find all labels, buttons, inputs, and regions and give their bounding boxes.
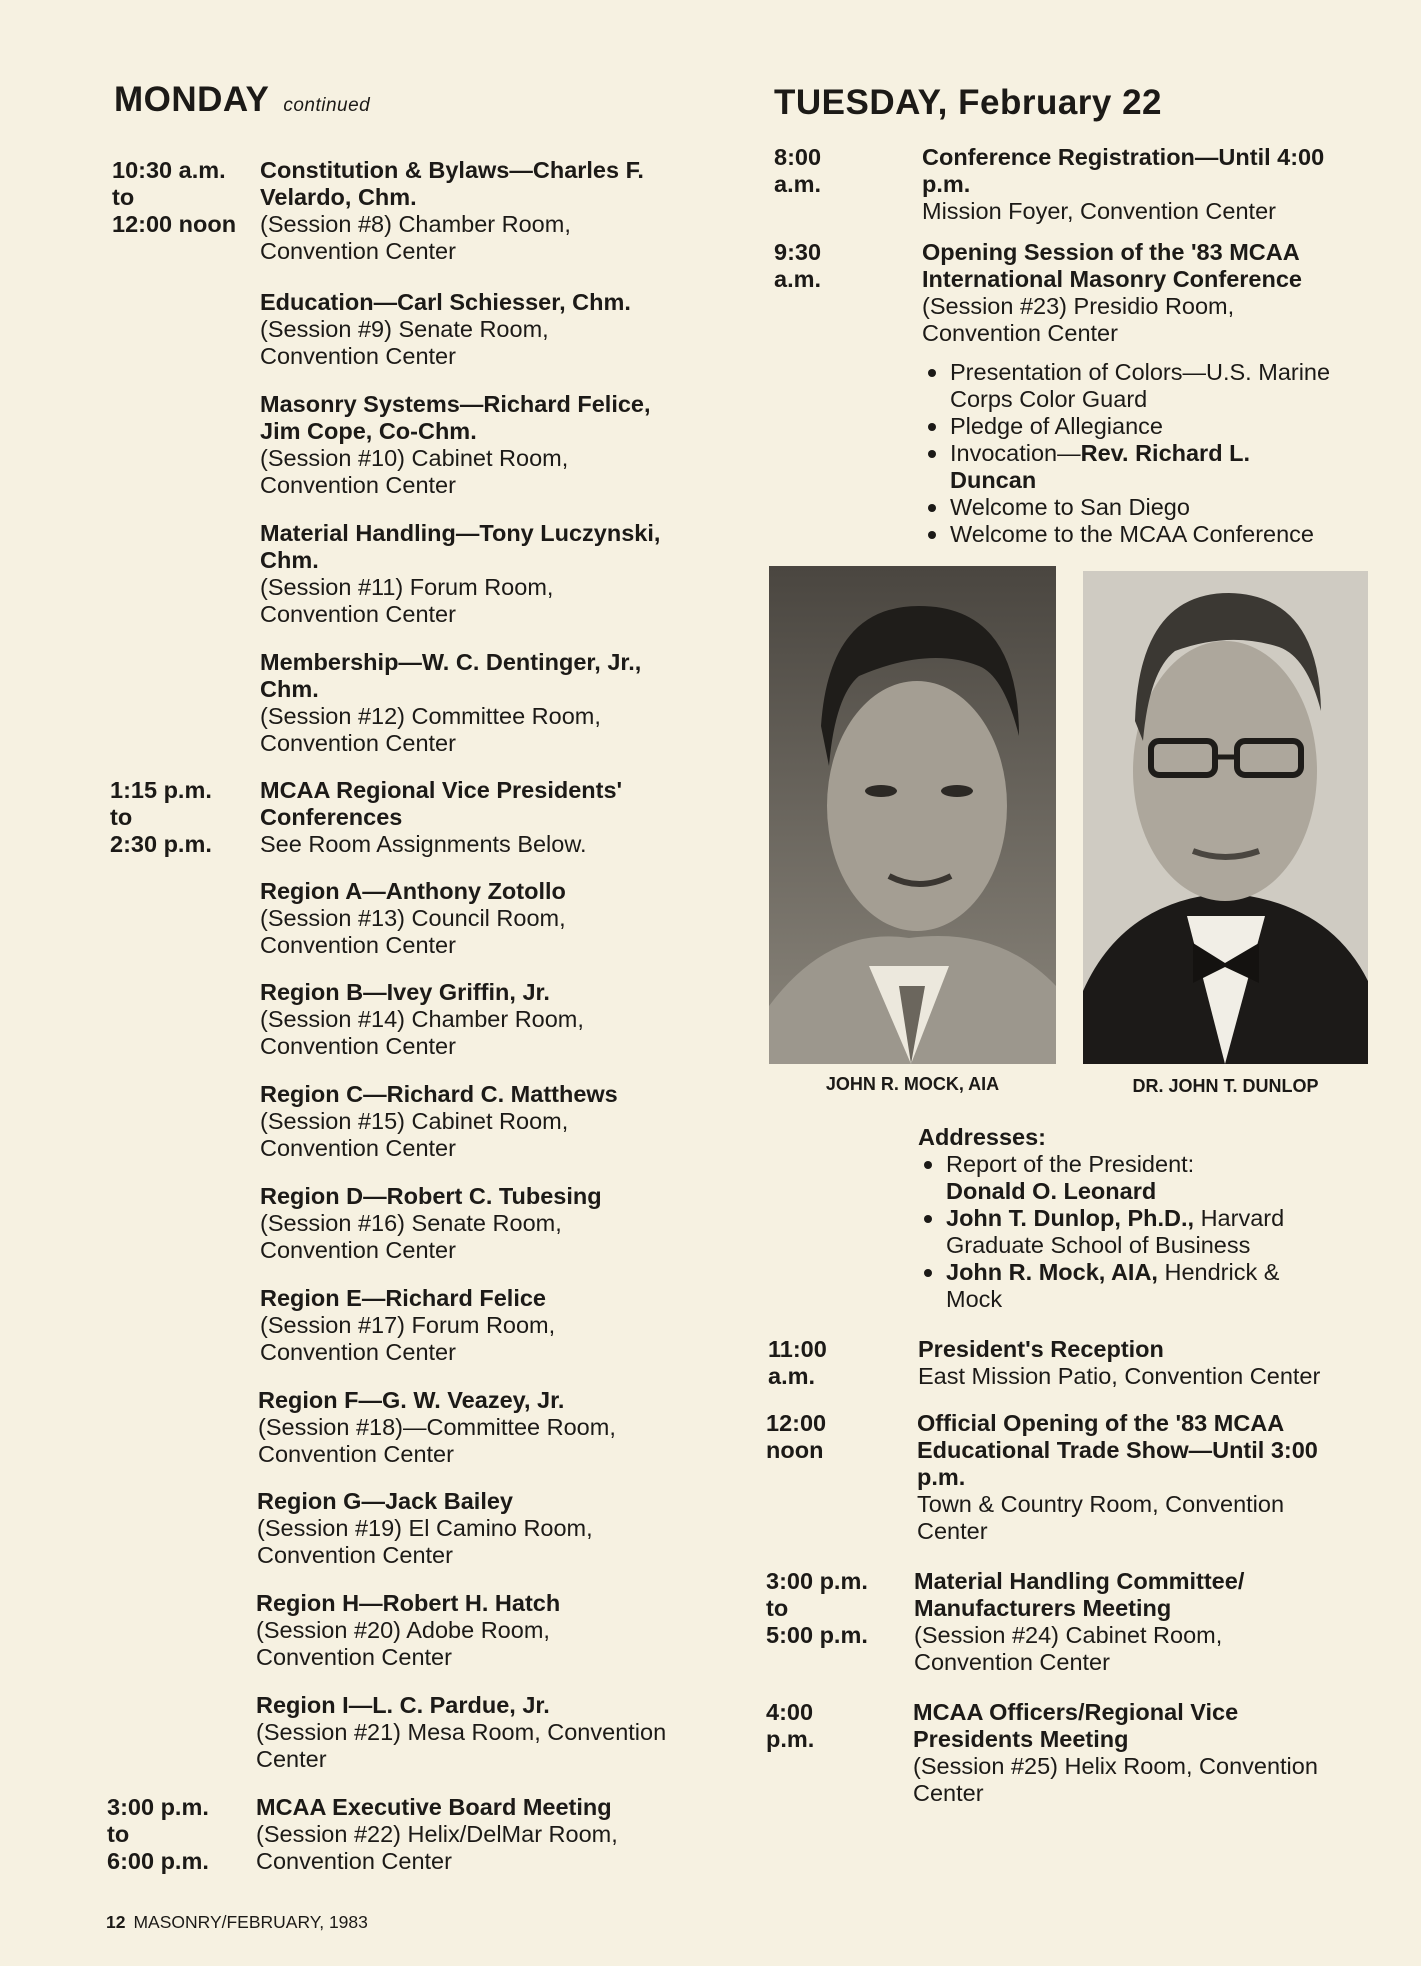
addresses-list (918, 1151, 1368, 1313)
entry-time: 9:30 a.m. (774, 239, 822, 292)
schedule-entry: Masonry Systems—Richard Felice, Jim Cope, Co-Chm. (Session #10) Cabinet Room, Convention Center (260, 391, 651, 498)
entry-time: 1:15 p.m. to 2:30 p.m. (110, 777, 212, 857)
page-footer (106, 1912, 368, 1933)
entry-time: 4:00 p.m. (766, 1699, 815, 1752)
entry-description: MCAA Executive Board Meeting (Session #22) Helix/DelMar Room, Convention Center (256, 1794, 618, 1874)
entry-time: 8:00 a.m. (774, 144, 822, 197)
schedule-entry: Region F—G. W. Veazey, Jr. (Session #18)—Committee Room, Convention Center (258, 1387, 616, 1467)
monday-subtitle: continued (283, 95, 371, 116)
list-item: Invocation—Rev. Richard L. Duncan (922, 440, 1392, 494)
list-item: Presentation of Colors—U.S. Marine Corps Color Guard (922, 359, 1392, 413)
schedule-entry: Membership—W. C. Dentinger, Jr., Chm. (Session #12) Committee Room, Convention Center (260, 649, 642, 756)
photo-john-mock (769, 566, 1056, 1064)
entry-description: MCAA Regional Vice Presidents' Conferences See Room Assignments Below. (260, 777, 623, 857)
schedule-entry: Education—Carl Schiesser, Chm. (Session #9) Senate Room, Convention Center (260, 289, 631, 369)
entry-time: 10:30 a.m. to 12:00 noon (112, 157, 237, 237)
entry-description: Official Opening of the '83 MCAA Educational Trade Show—Until 3:00 p.m. Town & Country Room, Convention Center (917, 1410, 1318, 1544)
schedule-entry: Region I—L. C. Pardue, Jr. (Session #21) Mesa Room, Convention Center (256, 1692, 667, 1772)
addresses-heading: Addresses: (918, 1124, 1046, 1150)
entry-description: Conference Registration—Until 4:00 p.m. Mission Foyer, Convention Center (922, 144, 1325, 224)
page-number: 12 (106, 1912, 126, 1932)
list-item: Welcome to San Diego (922, 494, 1392, 521)
entry-description: Constitution & Bylaws—Charles F. Velardo, Chm. (Session #8) Chamber Room, Convention Center (260, 157, 644, 264)
publication-line: MASONRY/FEBRUARY, 1983 (133, 1912, 368, 1932)
addresses-section (918, 1124, 1368, 1313)
list-item: Pledge of Allegiance (922, 413, 1392, 440)
schedule-entry: Region A—Anthony Zotollo (Session #13) Council Room, Convention Center (260, 878, 566, 958)
photo-caption: DR. JOHN T. DUNLOP (1132, 1076, 1319, 1096)
tuesday-heading (774, 83, 1162, 123)
list-item: Welcome to the MCAA Conference (922, 521, 1392, 548)
tuesday-title: TUESDAY, February 22 (774, 83, 1163, 122)
entry-description: MCAA Officers/Regional Vice Presidents Meeting (Session #25) Helix Room, Convention Center (913, 1699, 1318, 1806)
entry-time: 3:00 p.m. to 5:00 p.m. (766, 1568, 868, 1648)
schedule-entry: Region D—Robert C. Tubesing (Session #16) Senate Room, Convention Center (260, 1183, 602, 1263)
entry-description: Opening Session of the '83 MCAA International Masonry Conference (Session #23) Presidio Room, Convention Center Presentation of Colors—U.S. Marine Corps Color Guard Pledge of Allegiance Invocation—Rev. Richard L. Duncan Welcome to San Diego Welcome to the MCAA Conference (922, 239, 1392, 548)
opening-program-list (922, 359, 1392, 548)
monday-title: MONDAY (114, 80, 270, 119)
schedule-entry: Region H—Robert H. Hatch (Session #20) Adobe Room, Convention Center (256, 1590, 561, 1670)
photo-john-dunlop (1083, 571, 1368, 1064)
schedule-entry: Material Handling—Tony Luczynski, Chm. (Session #11) Forum Room, Convention Center (260, 520, 661, 627)
list-item: John T. Dunlop, Ph.D., Harvard Graduate School of Business (918, 1205, 1368, 1259)
entry-description: Material Handling Committee/ Manufacturers Meeting (Session #24) Cabinet Room, Convention Center (914, 1568, 1245, 1675)
schedule-entry: Region G—Jack Bailey (Session #19) El Camino Room, Convention Center (257, 1488, 593, 1568)
schedule-entry: Region E—Richard Felice (Session #17) Forum Room, Convention Center (260, 1285, 556, 1365)
entry-description: President's Reception East Mission Patio, Convention Center (918, 1336, 1321, 1389)
list-item: John R. Mock, AIA, Hendrick & Mock (918, 1259, 1368, 1313)
entry-time: 11:00 a.m. (768, 1336, 827, 1389)
entry-time: 3:00 p.m. to 6:00 p.m. (107, 1794, 209, 1874)
photo-caption: JOHN R. MOCK, AIA (825, 1074, 1000, 1094)
schedule-entry: Region C—Richard C. Matthews (Session #15) Cabinet Room, Convention Center (260, 1081, 618, 1161)
schedule-entry: Region B—Ivey Griffin, Jr. (Session #14) Chamber Room, Convention Center (260, 979, 584, 1059)
entry-time: 12:00 noon (766, 1410, 827, 1463)
monday-heading (114, 80, 370, 120)
portrait-illustration (769, 566, 1056, 1064)
list-item: Report of the President: Donald O. Leonard (918, 1151, 1368, 1205)
portrait-illustration (1083, 571, 1368, 1064)
